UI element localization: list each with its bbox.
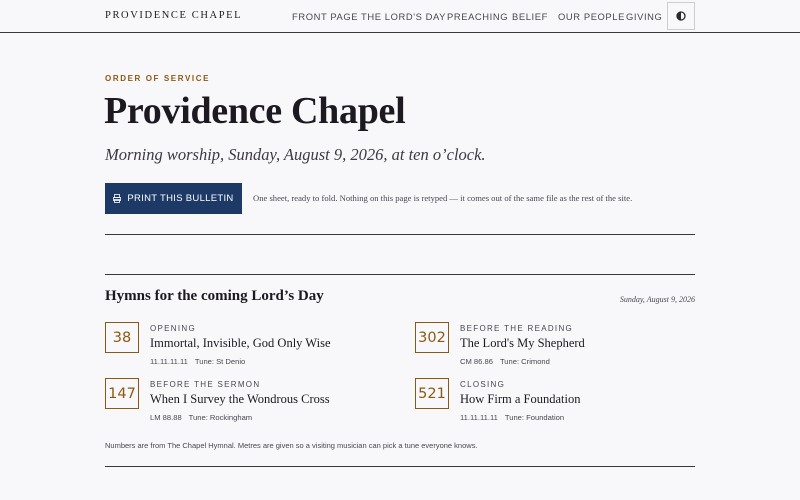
hymn-item bbox=[415, 322, 705, 368]
theme-toggle-button[interactable] bbox=[667, 2, 695, 30]
divider bbox=[105, 466, 695, 467]
hymn-metre: CM 86.86 bbox=[460, 357, 493, 366]
hymn-occasion: CLOSING bbox=[460, 380, 506, 389]
hymn-tune: Tune: Crimond bbox=[499, 357, 550, 366]
hymn-occasion: OPENING bbox=[150, 324, 196, 333]
hymn-metre: 11.11.11.11 bbox=[460, 413, 498, 422]
hymn-meta bbox=[150, 413, 252, 422]
nav-front-page[interactable]: FRONT PAGE bbox=[292, 11, 359, 22]
hymns-footnote: Numbers are from The Chapel Hymnal. Metres are given so a visiting musician can pick a tune everyone knows. bbox=[105, 441, 478, 450]
hymn-title: Immortal, Invisible, God Only Wise bbox=[150, 336, 331, 350]
nav-our-people[interactable]: OUR PEOPLE bbox=[558, 11, 625, 22]
hymn-tune: Tune: Foundation bbox=[504, 413, 565, 422]
contrast-icon bbox=[676, 11, 686, 21]
hymn-number: 521 bbox=[415, 378, 449, 409]
hymn-number: 147 bbox=[105, 378, 139, 409]
hymn-meta bbox=[150, 357, 245, 366]
hymn-occasion: BEFORE THE READING bbox=[460, 324, 574, 333]
hymn-meta bbox=[460, 413, 564, 422]
divider bbox=[105, 234, 695, 235]
hymn-title: How Firm a Foundation bbox=[460, 392, 581, 406]
site-brand[interactable]: PROVIDENCE CHAPEL bbox=[105, 10, 243, 21]
divider bbox=[105, 274, 695, 275]
site-header bbox=[0, 0, 800, 33]
hymn-metre: 11.11.11.11 bbox=[150, 357, 188, 366]
hymn-tune: Tune: St Denio bbox=[194, 357, 246, 366]
hymn-item bbox=[105, 378, 395, 424]
nav-the-lords-day[interactable]: THE LORD'S DAY bbox=[361, 11, 447, 22]
hymns-section-title: Hymns for the coming Lord’s Day bbox=[105, 288, 324, 304]
page-title: Providence Chapel bbox=[104, 90, 406, 132]
hymn-tune: Tune: Rockingham bbox=[188, 413, 253, 422]
printer-icon bbox=[113, 194, 121, 203]
hymn-number: 302 bbox=[415, 322, 449, 353]
print-button-label: PRINT THIS BULLETIN bbox=[127, 193, 234, 204]
nav-giving[interactable]: GIVING bbox=[626, 11, 663, 22]
hymn-item bbox=[105, 322, 395, 368]
nav-belief[interactable]: BELIEF bbox=[512, 11, 548, 22]
nav-preaching[interactable]: PREACHING bbox=[447, 11, 509, 22]
hymn-meta bbox=[460, 357, 550, 366]
hymns-date: Sunday, August 9, 2026 bbox=[619, 295, 695, 304]
print-bulletin-button[interactable] bbox=[105, 183, 242, 214]
page-eyebrow: ORDER OF SERVICE bbox=[105, 74, 211, 83]
print-note: One sheet, ready to fold. Nothing on this page is retyped — it comes out of the same file as the rest of the site. bbox=[253, 193, 633, 203]
hymn-title: The Lord's My Shepherd bbox=[460, 336, 585, 350]
hymn-title: When I Survey the Wondrous Cross bbox=[150, 392, 330, 406]
hymn-item bbox=[415, 378, 705, 424]
hymn-metre: LM 88.88 bbox=[150, 413, 182, 422]
hymn-number: 38 bbox=[105, 322, 139, 353]
page-subtitle: Morning worship, Sunday, August 9, 2026, at ten o’clock. bbox=[105, 145, 486, 164]
hymn-occasion: BEFORE THE SERMON bbox=[150, 380, 261, 389]
